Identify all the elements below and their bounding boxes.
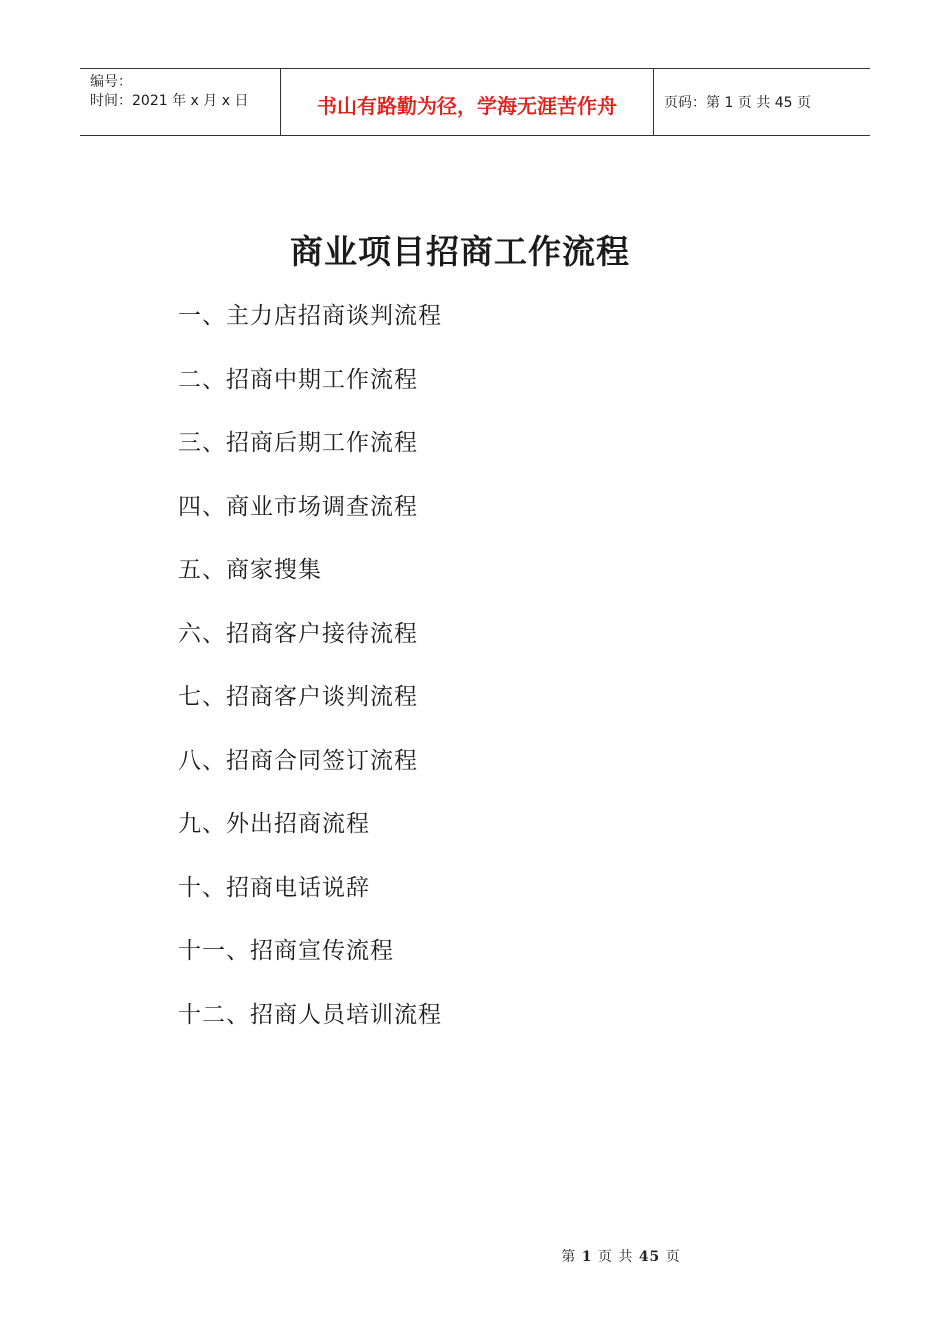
footer-current-page: 1 — [581, 1249, 593, 1265]
motto-text: 书山有路勤为径，学海无涯苦作舟 — [317, 93, 617, 118]
header-table — [80, 68, 870, 136]
toc-item: 一、主力店招商谈判流程 — [178, 303, 442, 329]
toc-item: 四、商业市场调查流程 — [178, 493, 418, 520]
footer-suffix: 页 — [665, 1249, 681, 1265]
serial-number-label: 编号： — [90, 74, 132, 90]
header-motto-cell — [281, 69, 654, 135]
header-page-cell — [654, 69, 870, 135]
header-meta-cell — [80, 69, 281, 135]
toc-item: 七、招商客户谈判流程 — [178, 684, 418, 710]
toc-item: 九、外出招商流程 — [178, 811, 370, 837]
toc-item: 十二、招商人员培训流程 — [178, 1001, 442, 1028]
toc-item: 三、招商后期工作流程 — [178, 430, 418, 456]
page-info-label: 页码：第 1 页 共 45 页 — [664, 95, 811, 111]
table-of-contents — [178, 300, 442, 1062]
footer-prefix: 第 — [561, 1249, 577, 1265]
toc-item: 五、商家搜集 — [178, 557, 322, 583]
document-title: 商业项目招商工作流程 — [290, 232, 630, 271]
footer-mid: 页 共 — [597, 1249, 634, 1265]
page-footer — [0, 1246, 950, 1266]
date-label: 时间：2021 年 x 月 x 日 — [90, 93, 249, 109]
toc-item: 八、招商合同签订流程 — [178, 747, 418, 774]
toc-item: 十一、招商宣传流程 — [178, 938, 394, 964]
toc-item: 十、招商电话说辞 — [178, 874, 370, 901]
toc-item: 二、招商中期工作流程 — [178, 366, 418, 393]
footer-total-pages: 45 — [638, 1249, 661, 1265]
toc-item: 六、招商客户接待流程 — [178, 620, 418, 647]
